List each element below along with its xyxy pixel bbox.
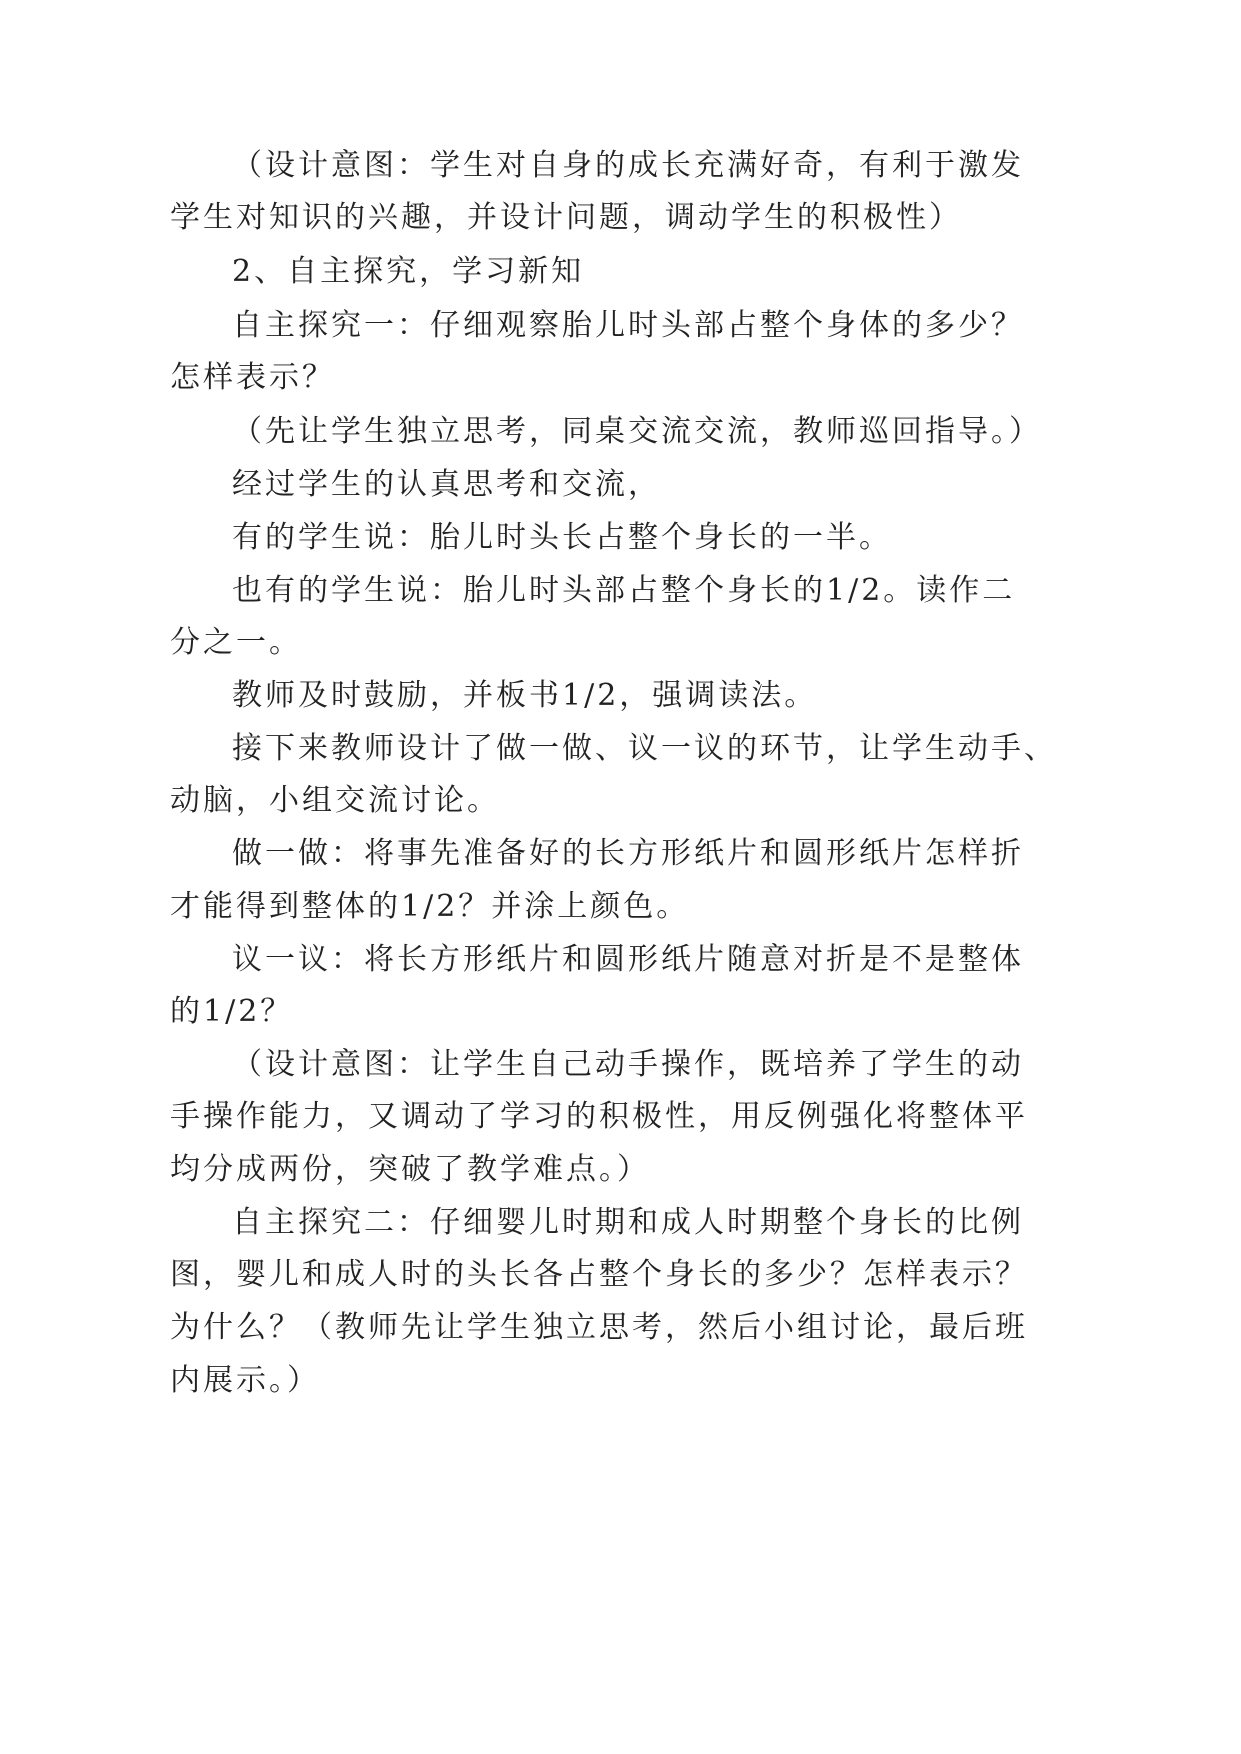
paragraph-line: 分之一。 bbox=[170, 625, 302, 660]
paragraph-line: 的1/2？ bbox=[170, 994, 294, 1029]
paragraph-line: 内展示。） bbox=[170, 1363, 320, 1398]
paragraph-line: 经过学生的认真思考和交流， bbox=[232, 467, 661, 502]
paragraph-line: 教师及时鼓励，并板书1/2，强调读法。 bbox=[232, 678, 818, 713]
section-heading: 2、自主探究，学习新知 bbox=[232, 254, 585, 289]
paragraph-line: 自主探究一：仔细观察胎儿时头部占整个身体的多少？ bbox=[232, 308, 1024, 343]
paragraph-line: 均分成两份，突破了教学难点。） bbox=[170, 1152, 650, 1187]
paragraph-line: （设计意图：学生对自身的成长充满好奇，有利于激发 bbox=[232, 148, 1024, 183]
paragraph-line: 图，婴儿和成人时的头长各占整个身长的多少？怎样表示？ bbox=[170, 1257, 1028, 1292]
paragraph-line: 做一做：将事先准备好的长方形纸片和圆形纸片怎样折 bbox=[232, 836, 1024, 871]
paragraph-line: 手操作能力，又调动了学习的积极性，用反例强化将整体平 bbox=[170, 1099, 1028, 1134]
paragraph-line: 才能得到整体的1/2？并涂上颜色。 bbox=[170, 889, 690, 924]
paragraph-line: （设计意图：让学生自己动手操作，既培养了学生的动 bbox=[232, 1047, 1024, 1082]
paragraph-line: 怎样表示？ bbox=[170, 360, 335, 395]
paragraph-line: 动脑，小组交流讨论。 bbox=[170, 783, 500, 818]
paragraph-line: 也有的学生说：胎儿时头部占整个身长的1/2。读作二 bbox=[232, 573, 1016, 608]
paragraph-line: （先让学生独立思考，同桌交流交流，教师巡回指导。） bbox=[232, 414, 1042, 449]
paragraph-line: 接下来教师设计了做一做、议一议的环节，让学生动手、 bbox=[232, 731, 1057, 766]
paragraph-line: 学生对知识的兴趣，并设计问题，调动学生的积极性） bbox=[170, 200, 962, 235]
paragraph-line: 议一议：将长方形纸片和圆形纸片随意对折是不是整体 bbox=[232, 942, 1024, 977]
paragraph-line: 有的学生说：胎儿时头长占整个身长的一半。 bbox=[232, 520, 892, 555]
paragraph-line: 为什么？（教师先让学生独立思考，然后小组讨论，最后班 bbox=[170, 1310, 1028, 1345]
paragraph-line: 自主探究二：仔细婴儿时期和成人时期整个身长的比例 bbox=[232, 1205, 1024, 1240]
